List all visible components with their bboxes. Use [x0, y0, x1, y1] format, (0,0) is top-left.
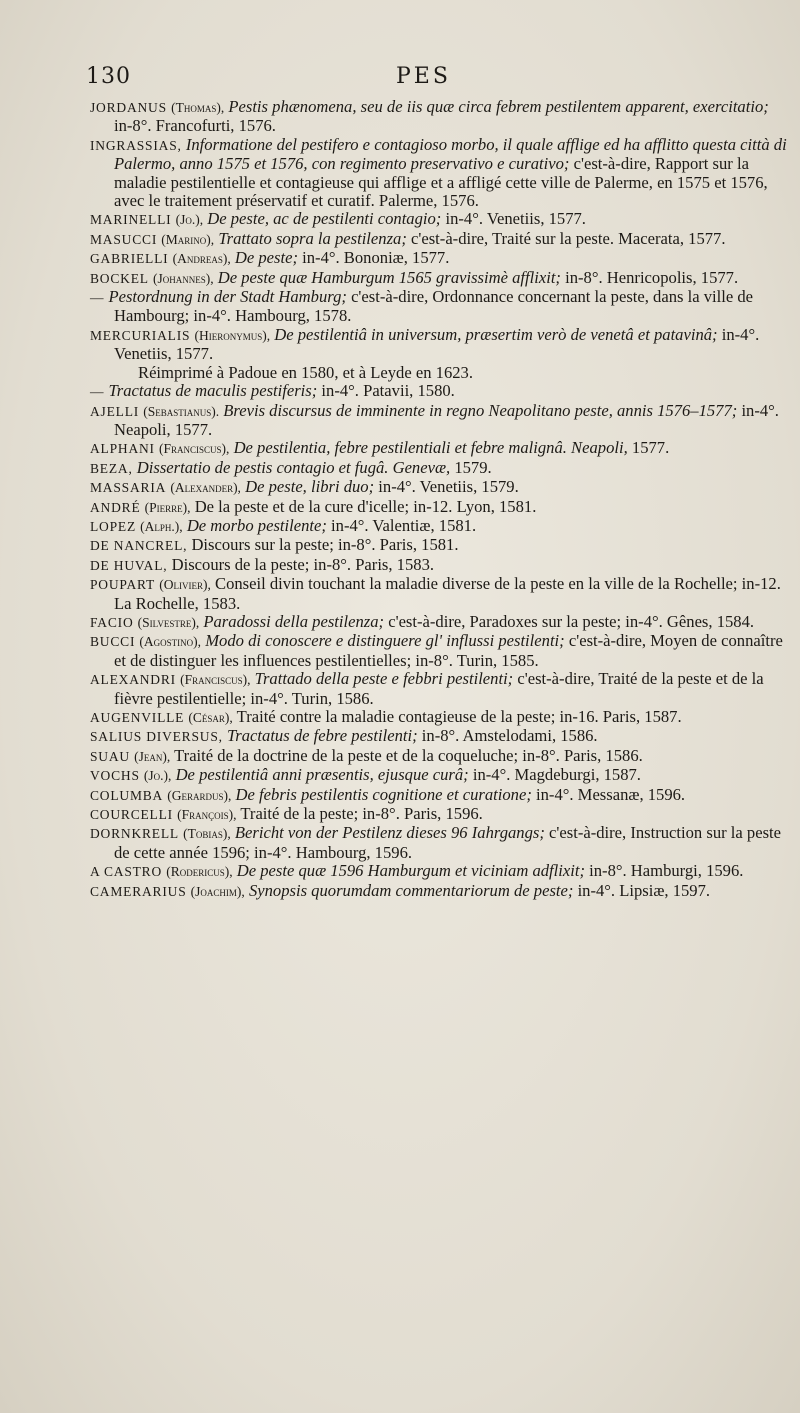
entry-details: c'est-à-dire, Traité sur la peste. Macerata, 1577.	[406, 228, 726, 248]
entry-title: Modo di conoscere e distinguere gl' influssi pestilenti;	[205, 631, 565, 651]
entry-title: Informatione del pestifero e contagioso morbo, il quale afflige ed ha afflitto questa città di Palermo, anno 1575 et 1576, con regimento preservativo e curativo;	[114, 134, 787, 174]
entry-author: COURCELLI	[90, 807, 173, 823]
entry-author: JORDANUS	[90, 100, 167, 115]
entry-details: in-4°. Patavii, 1580.	[317, 381, 455, 401]
entry-forename: (Sebastianus).	[143, 403, 220, 419]
entry-details: in-8°. Hamburgi, 1596.	[585, 861, 744, 881]
entry-forename: (Hieronymus),	[194, 327, 271, 343]
entry-title: Dissertatio de pestis contagio et fugâ. Genevæ,	[136, 457, 451, 477]
bibliography-entry	[90, 230, 790, 249]
entry-forename: (Jean),	[134, 748, 171, 764]
entry-details: in-4°. Venetiis, 1577.	[114, 324, 760, 364]
entry-title: Pestis phænomena, seu de iis quæ circa febrem pestilentem apparent, exercitatio;	[228, 97, 769, 116]
entry-title: Tractatus de maculis pestiferis;	[108, 381, 318, 401]
entry-author: POUPART	[90, 577, 156, 593]
bibliography-entry	[90, 727, 790, 746]
entry-forename: (Agostino),	[139, 634, 202, 650]
entry-author: BEZA,	[90, 460, 133, 476]
bibliography-entry	[90, 632, 790, 670]
entry-forename: (Alph.),	[140, 518, 183, 534]
bibliography-entry	[90, 882, 790, 901]
entry-title: De peste;	[234, 248, 298, 268]
page-header	[86, 64, 730, 96]
entry-author: MASUCCI	[90, 231, 158, 247]
bibliography-entry	[90, 402, 790, 440]
bibliography-entry	[90, 269, 790, 288]
entry-author: ALPHANI	[90, 441, 155, 457]
entry-author: CAMERARIUS	[90, 883, 187, 899]
entry-forename: (Rodericus),	[166, 864, 233, 880]
bibliography-entry	[90, 670, 790, 708]
entry-author: —	[90, 290, 105, 306]
entry-author: BUCCI	[90, 634, 136, 650]
entry-author: DORNKRELL	[90, 826, 179, 842]
bibliography-entry	[90, 439, 790, 458]
entry-author: BOCKEL	[90, 270, 149, 286]
entry-details: in-4°. Venetiis, 1579.	[374, 477, 519, 497]
entry-author: INGRASSIAS,	[90, 137, 182, 153]
entry-details: in-4°. Valentiæ, 1581.	[326, 515, 477, 535]
entry-author: AUGENVILLE	[90, 710, 185, 725]
entry-forename: (Thomas),	[171, 100, 225, 115]
entry-forename: (Johannes),	[152, 270, 214, 286]
entry-author: A CASTRO	[90, 864, 163, 880]
entry-forename: (Andreas),	[172, 251, 231, 267]
entry-title: De pestilentiâ in universum, præsertim verò de venetâ et patavinâ;	[274, 324, 718, 344]
entry-note: Réimprimé à Padoue en 1580, et à Leyde en 1623.	[138, 362, 474, 382]
entry-author: AJELLI	[90, 403, 140, 419]
bibliography-entry	[90, 326, 790, 364]
bibliography-entry	[90, 766, 790, 785]
entry-details: Traité de la peste; in-8°. Paris, 1596.	[240, 804, 483, 824]
entry-author: FACIO	[90, 614, 134, 630]
bibliography-entry	[90, 136, 790, 211]
entry-forename: (Alexander),	[170, 480, 241, 496]
bibliography-entry	[90, 498, 790, 517]
bibliography-entry	[90, 288, 790, 326]
bibliography-list	[90, 98, 790, 901]
entry-details: Traité contre la maladie contagieuse de la peste; in-16. Paris, 1587.	[236, 707, 682, 726]
entry-forename: (Franciscus),	[180, 672, 251, 688]
running-head: PES	[396, 64, 451, 89]
entry-title: De peste quæ Hamburgum 1565 gravissimè afflixit;	[217, 267, 561, 287]
entry-details: in-4°. Bononiæ, 1577.	[298, 248, 450, 268]
entry-author: ALEXANDRI	[90, 672, 176, 688]
entry-forename: (Pierre),	[144, 499, 191, 515]
bibliography-entry	[90, 862, 790, 881]
entry-forename: (Jo.),	[143, 768, 172, 784]
entry-title: Brevis discursus de imminente in regno Neapolitano peste, annis 1576–1577;	[223, 400, 738, 420]
entry-author: VOCHS	[90, 768, 140, 784]
entry-author: LOPEZ	[90, 518, 136, 534]
entry-author: MARINELLI	[90, 212, 172, 228]
entry-details: Conseil divin touchant la maladie diverse de la peste en la ville de la Rochelle; in-12. La Rochelle, 1583.	[114, 574, 781, 613]
entry-details: 1579.	[450, 457, 492, 477]
entry-details: Discours sur la peste; in-8°. Paris, 1581.	[191, 535, 459, 555]
entry-forename: (César),	[188, 710, 233, 725]
entry-details: in-4°. Magdeburgi, 1587.	[468, 765, 641, 785]
entry-author: MERCURIALIS	[90, 327, 191, 343]
entry-forename: (François),	[177, 807, 237, 823]
bibliography-entry	[90, 824, 790, 862]
entry-author: GABRIELLI	[90, 251, 169, 267]
entry-details: Discours de la peste; in-8°. Paris, 1583.	[171, 554, 435, 574]
entry-forename: (Marino),	[161, 231, 215, 247]
bibliography-entry	[90, 747, 790, 766]
entry-title: Synopsis quorumdam commentariorum de peste;	[248, 880, 574, 900]
entry-details: c'est-à-dire, Rapport sur la maladie pestilentielle et contagieuse qui afflige et a affligé cette ville de Palerme, en 1575 et 1576, avec le traitement préservatif et curatif. Palerme, 1576.	[114, 154, 768, 211]
entry-details: in-4°. Messanæ, 1596.	[531, 784, 686, 804]
bibliography-entry	[90, 382, 790, 401]
entry-forename: (Gerardus),	[167, 787, 232, 803]
page-number: 130	[86, 64, 131, 89]
entry-details: 1577.	[627, 438, 670, 458]
entry-title: Pestordnung in der Stadt Hamburg;	[108, 287, 347, 307]
entry-details: in-8°. Francofurti, 1576.	[114, 116, 276, 136]
entry-author: SALIUS DIVERSUS,	[90, 729, 223, 745]
bibliography-entry	[90, 556, 790, 575]
entry-forename: (Tobias),	[183, 826, 231, 842]
entry-forename: (Silvestre),	[137, 614, 200, 630]
entry-details: in-4°. Lipsiæ, 1597.	[573, 880, 711, 900]
entry-author: DE NANCREL,	[90, 538, 188, 554]
entry-details: c'est-à-dire, Instruction sur la peste de cette année 1596; in-4°. Hambourg, 1596.	[114, 823, 782, 862]
entry-title: De pestilentia, febre pestilentiali et febre malignâ. Neapoli,	[233, 438, 628, 458]
entry-title: De peste, libri duo;	[245, 477, 375, 497]
entry-title: Paradossi della pestilenza;	[203, 611, 385, 631]
bibliography-entry	[90, 517, 790, 536]
entry-title: Trattado della peste e febbri pestilenti;	[254, 669, 514, 689]
bibliography-entry	[90, 575, 790, 613]
entry-author: COLUMBA	[90, 787, 164, 803]
bibliography-entry	[90, 536, 790, 555]
entry-details: in-4°. Venetiis, 1577.	[441, 209, 586, 229]
entry-author: DE HUVAL,	[90, 557, 168, 573]
entry-details: in-8°. Amstelodami, 1586.	[417, 726, 598, 746]
entry-title: De peste quæ 1596 Hamburgum et viciniam adflixit;	[236, 861, 585, 881]
bibliography-entry	[90, 249, 790, 268]
bibliography-entry	[90, 613, 790, 632]
entry-forename: (Olivier),	[159, 577, 211, 593]
entry-title: De morbo pestilente;	[186, 515, 327, 535]
entry-title: De febris pestilentis cognitione et curatione;	[235, 784, 532, 804]
bibliography-entry	[90, 805, 790, 824]
bibliography-entry	[90, 210, 790, 229]
entry-forename: (Franciscus),	[159, 441, 230, 457]
bibliography-entry	[90, 478, 790, 497]
entry-forename: (Joachim),	[190, 883, 245, 899]
bibliography-entry	[90, 786, 790, 805]
entry-details: Traité de la doctrine de la peste et de la coqueluche; in-8°. Paris, 1586.	[174, 745, 643, 765]
bibliography-entry	[90, 459, 790, 478]
entry-details: c'est-à-dire, Paradoxes sur la peste; in-4°. Gênes, 1584.	[384, 611, 755, 631]
entry-details: De la peste et de la cure d'icelle; in-12. Lyon, 1581.	[194, 496, 537, 516]
entry-title: De peste, ac de pestilenti contagio;	[207, 209, 442, 229]
bibliography-entry	[90, 708, 790, 727]
entry-details: c'est-à-dire, Moyen de connaître et de distinguer les influences pestilentielles; in-8°. Turin, 1585.	[114, 631, 783, 670]
entry-author: SUAU	[90, 748, 130, 764]
entry-author: ANDRÉ	[90, 499, 141, 515]
entry-title: Trattato sopra la pestilenza;	[218, 228, 407, 248]
entry-title: Bericht von der Pestilenz dieses 96 Iahrgangs;	[234, 823, 545, 843]
entry-details: in-4°. Neapoli, 1577.	[114, 400, 779, 439]
bibliography-entry	[90, 98, 790, 136]
entry-title: De pestilentiâ anni præsentis, ejusque curâ;	[175, 765, 469, 785]
entry-title: Tractatus de febre pestilenti;	[226, 726, 418, 746]
entry-details: c'est-à-dire, Traité de la peste et de la fièvre pestilentielle; in-4°. Turin, 1586.	[114, 669, 764, 708]
entry-forename: (Jo.),	[175, 212, 204, 228]
entry-author: MASSARIA	[90, 480, 167, 496]
entry-author: —	[90, 384, 105, 400]
entry-details: in-8°. Henricopolis, 1577.	[560, 267, 739, 287]
entry-details: c'est-à-dire, Ordonnance concernant la peste, dans la ville de Hambourg; in-4°. Hambourg, 1578.	[114, 287, 754, 326]
